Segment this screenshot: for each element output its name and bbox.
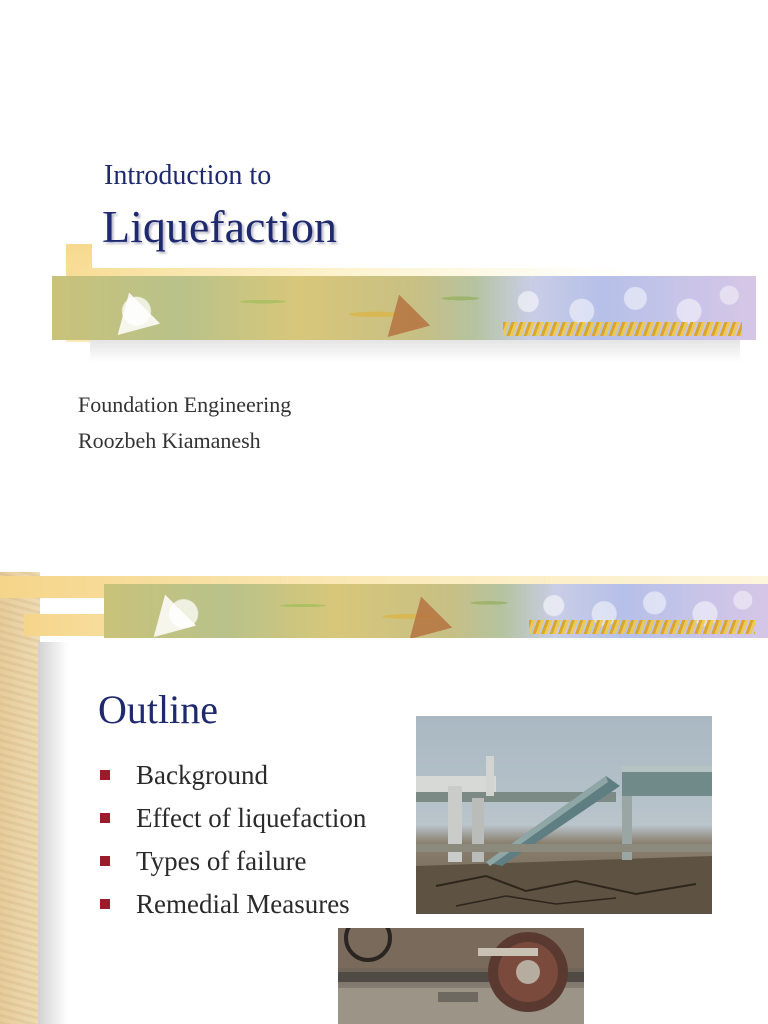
decorative-banner: [104, 584, 768, 638]
bullet-list: [100, 758, 366, 930]
outline-slide: [0, 572, 768, 1024]
slide-title: Liquefaction: [102, 201, 338, 252]
collapsed-bridge-photo: [416, 716, 712, 914]
bullet-square-icon: [100, 770, 110, 780]
bullet-square-icon: [100, 856, 110, 866]
list-item: Types of failure: [100, 844, 366, 887]
derailed-train-photo: [338, 928, 584, 1024]
decorative-banner: [52, 276, 756, 340]
list-item: Background: [100, 758, 366, 801]
bullet-square-icon: [100, 899, 110, 909]
author-name: Roozbeh Kiamanesh: [78, 428, 261, 453]
panel-shadow: [38, 642, 68, 1024]
list-item: Effect of liquefaction: [100, 801, 366, 844]
slide-title: Outline: [98, 687, 218, 732]
banner-shadow: [90, 340, 740, 362]
course-name: Foundation Engineering: [78, 392, 292, 417]
parchment-border: [0, 572, 40, 1024]
intro-label: Introduction to: [104, 160, 272, 191]
list-item: Remedial Measures: [100, 887, 366, 930]
bullet-square-icon: [100, 813, 110, 823]
